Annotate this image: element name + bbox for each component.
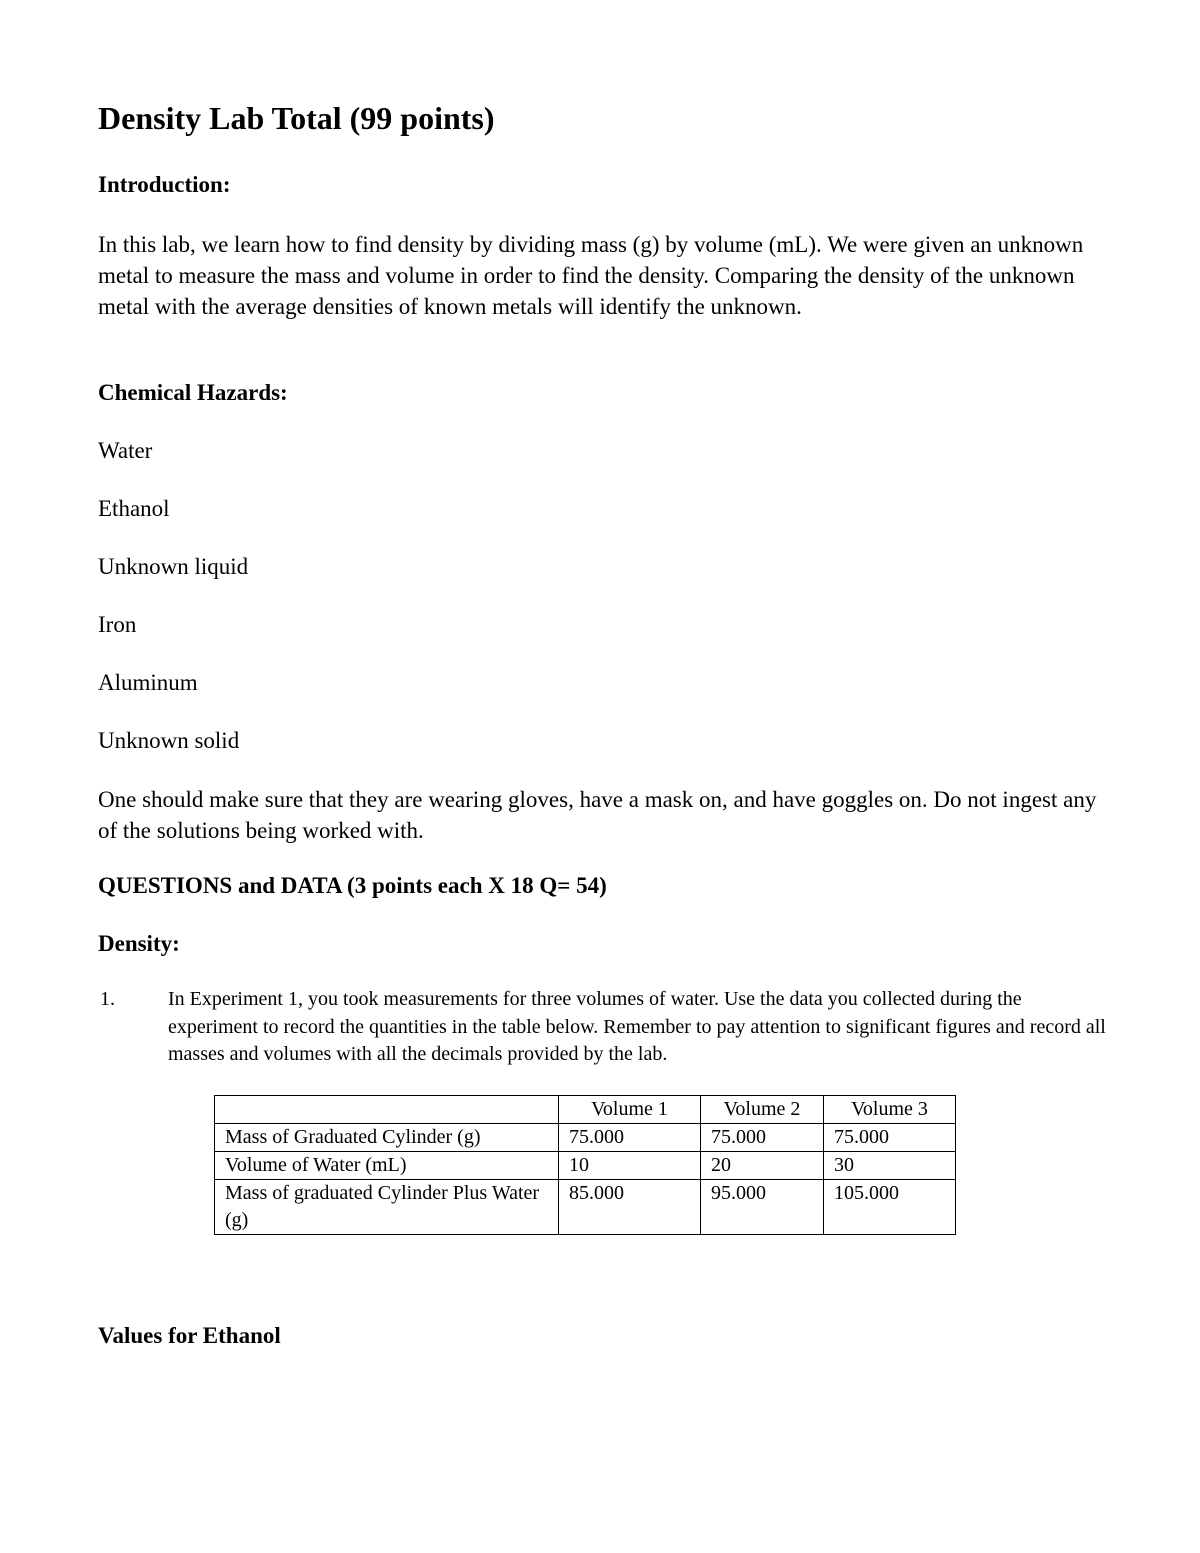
table-cell: 75.000 — [559, 1124, 701, 1152]
table-row — [215, 1152, 956, 1180]
table-cell: 75.000 — [701, 1124, 824, 1152]
ethanol-heading: Values for Ethanol — [98, 1323, 281, 1348]
table-row — [215, 1180, 956, 1235]
table-header-cell: Volume 1 — [559, 1096, 701, 1124]
table-cell: Mass of Graduated Cylinder (g) — [215, 1124, 559, 1152]
question-text: In Experiment 1, you took measurements for three volumes of water. Use the data you collected during the experiment to record the quantities in the table below. Remember to pay attention to significant figures and record all masses and volumes with all the decimals provided by the lab. — [168, 988, 1106, 1065]
table-cell: 85.000 — [559, 1180, 701, 1235]
table-cell: 30 — [824, 1152, 956, 1180]
table-cell: 20 — [701, 1152, 824, 1180]
table-cell: 75.000 — [824, 1124, 956, 1152]
table-cell: Mass of graduated Cylinder Plus Water (g) — [215, 1180, 559, 1235]
hazard-item: Unknown solid — [98, 728, 240, 753]
table-header-cell — [215, 1096, 559, 1124]
water-data-table — [214, 1095, 956, 1235]
table-cell: 95.000 — [701, 1180, 824, 1235]
safety-text: One should make sure that they are wearing gloves, have a mask on, and have goggles on. Do not ingest any of the solutions being worked with. — [98, 787, 1097, 843]
table-header-cell: Volume 2 — [701, 1096, 824, 1124]
hazard-item: Aluminum — [98, 670, 198, 695]
introduction-text: In this lab, we learn how to find density by dividing mass (g) by volume (mL). We were given an unknown metal to measure the mass and volume in order to find the density. Comparing the density of the unknown metal with the average densities of known metals will identify the unknown. — [98, 232, 1084, 319]
page-title: Density Lab Total (99 points) — [98, 100, 495, 136]
hazard-item: Iron — [98, 612, 137, 637]
hazards-heading: Chemical Hazards: — [98, 380, 288, 405]
table-header-cell: Volume 3 — [824, 1096, 956, 1124]
table-cell: Volume of Water (mL) — [215, 1152, 559, 1180]
question-number: 1. — [100, 988, 115, 1010]
introduction-heading: Introduction: — [98, 172, 231, 197]
questions-heading: QUESTIONS and DATA (3 points each X 18 Q= 54) — [98, 873, 607, 898]
hazard-item: Ethanol — [98, 496, 170, 521]
table-header-row — [215, 1096, 956, 1124]
table-cell: 10 — [559, 1152, 701, 1180]
table-cell: 105.000 — [824, 1180, 956, 1235]
hazard-item: Unknown liquid — [98, 554, 249, 579]
density-heading: Density: — [98, 931, 180, 956]
hazard-item: Water — [98, 438, 153, 463]
table-row — [215, 1124, 956, 1152]
